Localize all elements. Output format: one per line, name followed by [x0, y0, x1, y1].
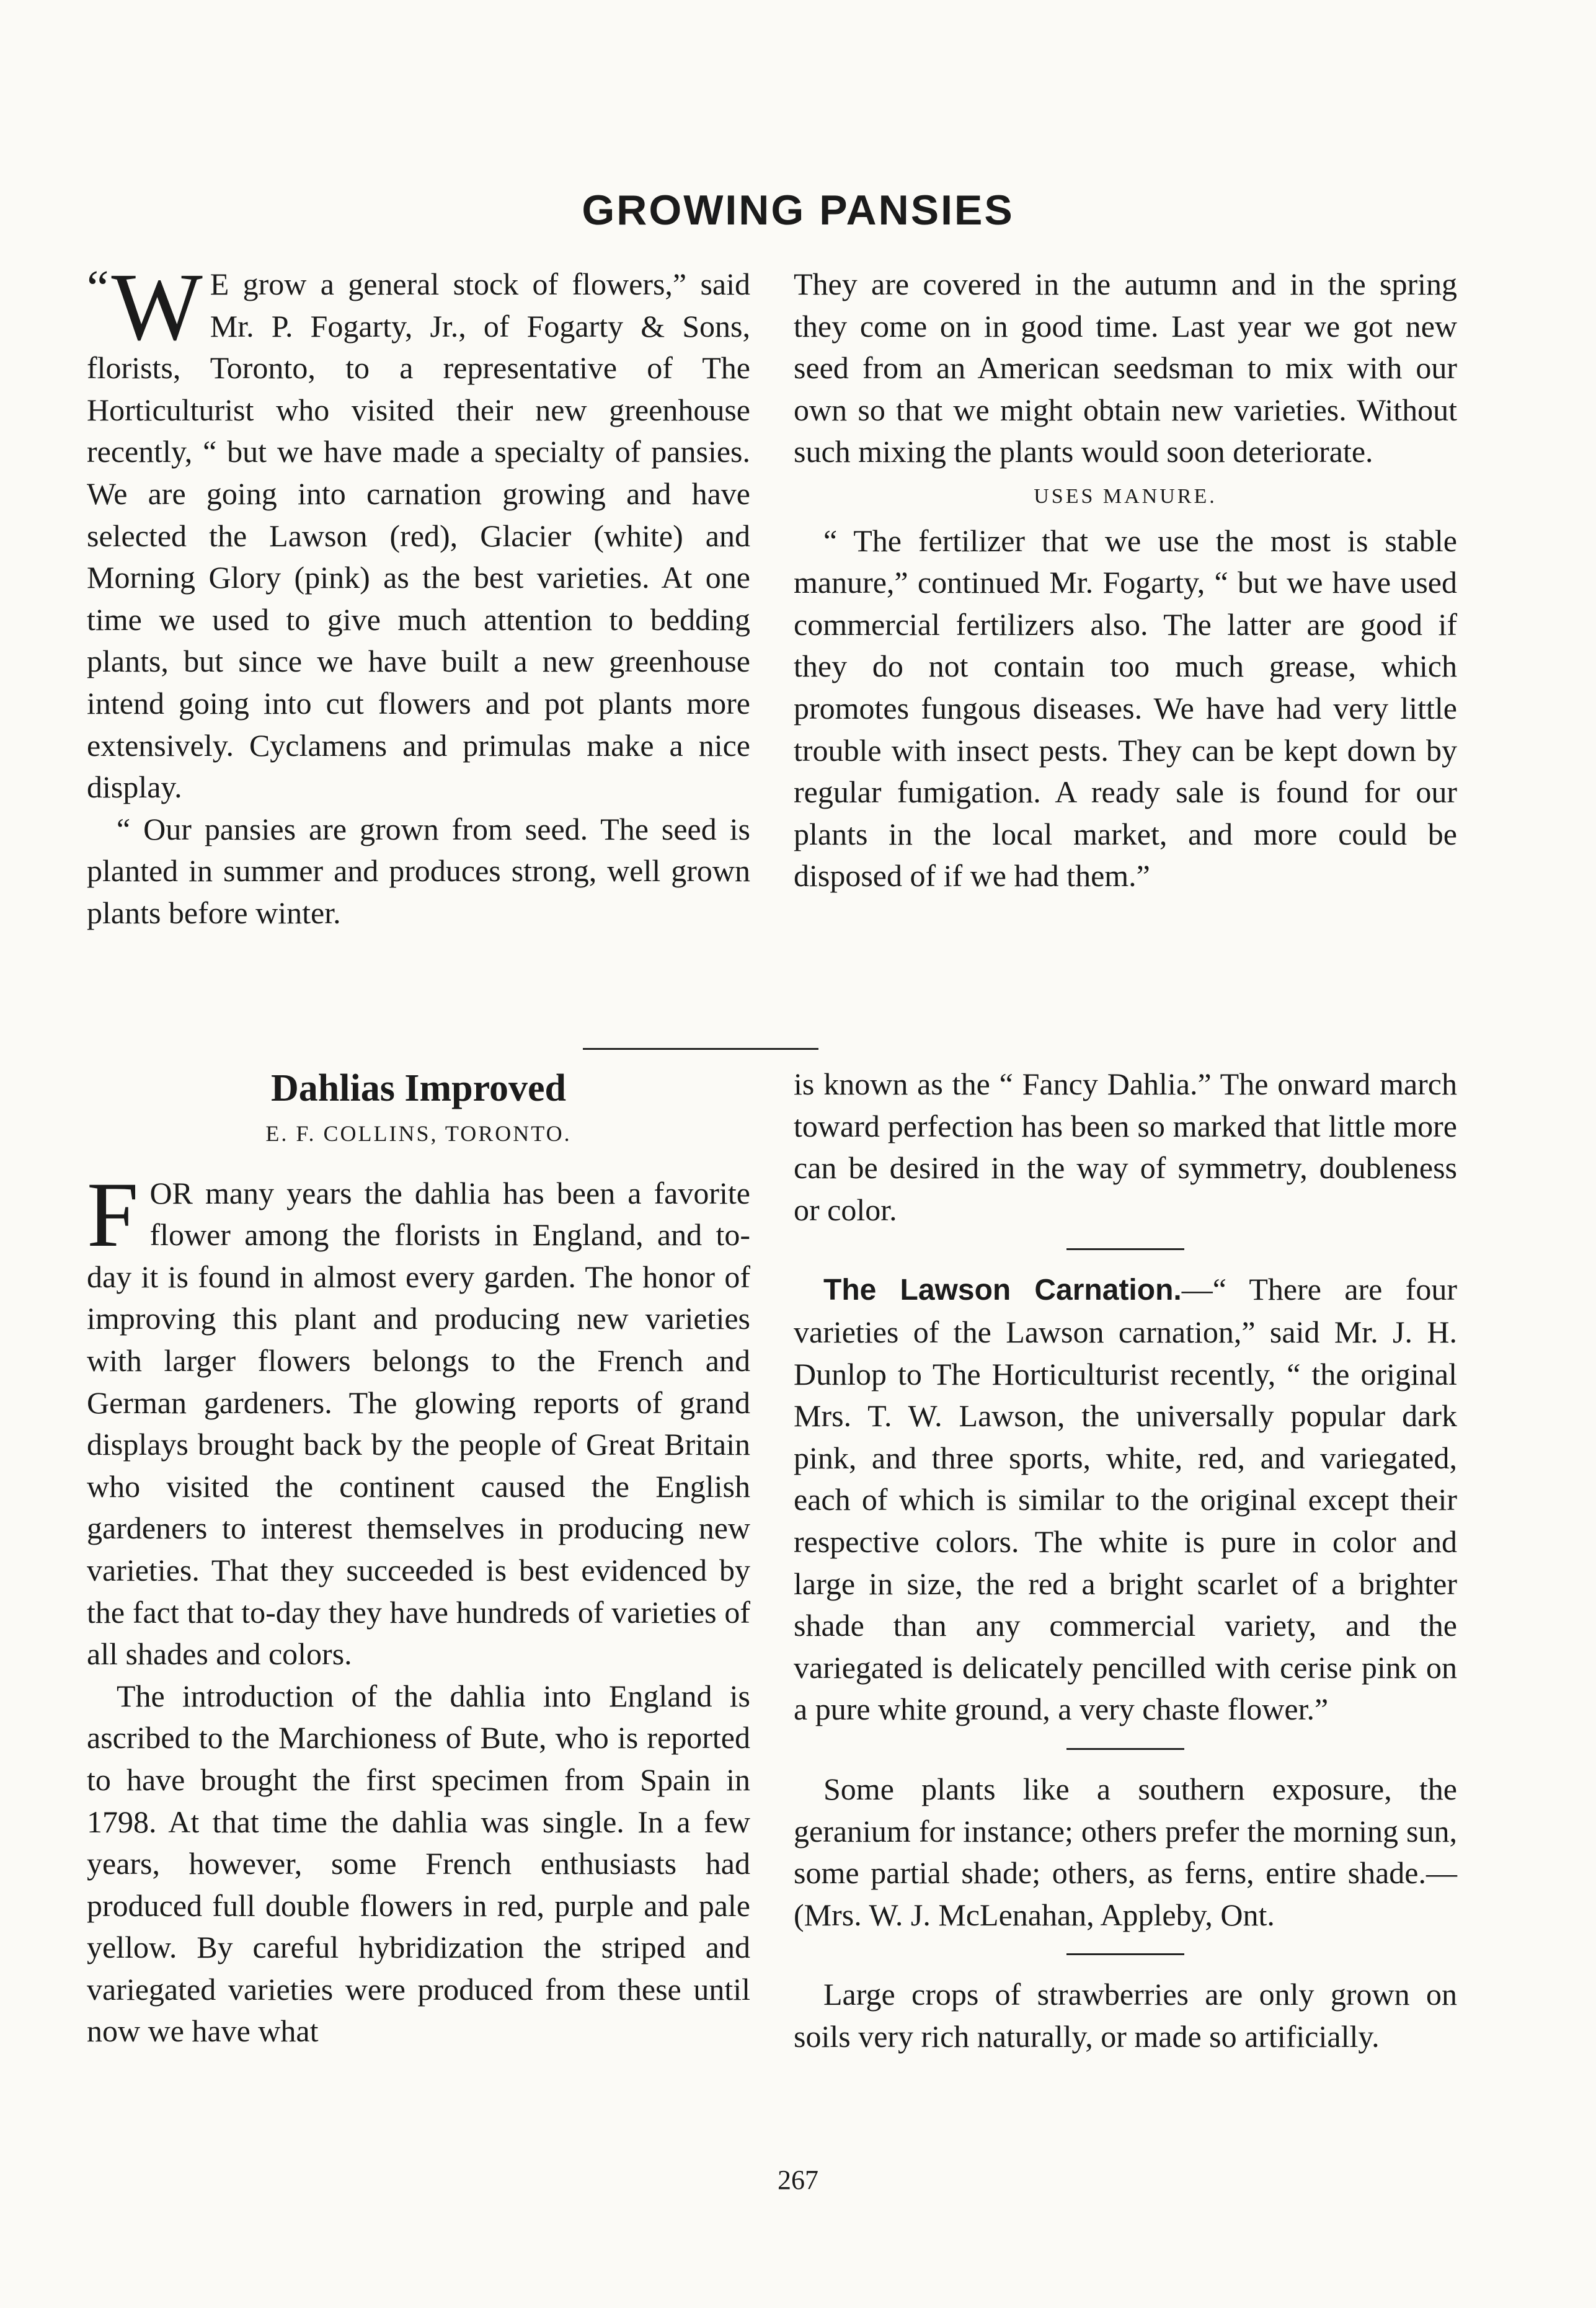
- dropcap-f: F: [87, 1163, 139, 1266]
- pansies-paragraph-1-text: E grow a general stock of flowers,” said Mr. P. Fogarty, Jr., of Fogarty & Sons, florists, Toronto, to a representative of The Horticulturist who visited their new greenhouse recently, “ but we have made a specialty of pansies. We are going into carnation growing and have selected the Lawson (red), Glacier (white) and Morning Glory (pink) as the best varieties. At one time we used to give much attention to bedding plants, but since we have built a new greenhouse intend going into cut flowers and pot plants more extensively. Cyclamens and primulas make a nice display.: [87, 267, 750, 805]
- pansies-paragraph-4: “ The fertilizer that we use the most is stable manure,” continued Mr. Fogarty, “ but we have used commercial fertilizers also. The latter are good if they do not contain too much grease, which promotes fungous diseases. We have had very little trouble with insect pests. They can be kept down by regular fumigation. A ready sale is found for our plants in the local market, and more could be disposed of if we had them.”: [794, 523, 1457, 894]
- page-number: 267: [778, 2165, 818, 2195]
- dahlias-paragraph-3: is known as the “ Fancy Dahlia.” The onward march toward perfection has been so marked that little more can be desired in the way of symmetry, doubleness or color.: [794, 1067, 1457, 1227]
- subhead-uses-manure: USES MANURE.: [1034, 484, 1217, 508]
- dahlias-right-column: [794, 1063, 1457, 2057]
- dahlias-left-column: [87, 1063, 750, 2053]
- article-title-growing-pansies: GROWING PANSIES: [582, 187, 1014, 234]
- pansies-paragraph-2: “ Our pansies are grown from seed. The seed is planted in summer and produces strong, well grown plants before winter.: [87, 811, 750, 930]
- divider-1: [1066, 1248, 1184, 1250]
- note-strawberries: Large crops of strawberries are only grown on soils very rich naturally, or made so artificially.: [794, 1977, 1457, 2054]
- byline: E. F. COLLINS, TORONTO.: [265, 1121, 572, 1146]
- pansies-right-column: [794, 264, 1457, 897]
- dahlias-paragraph-1: [87, 1163, 750, 1676]
- divider-3: [1066, 1953, 1184, 1955]
- dropcap-w: W: [111, 253, 203, 360]
- dahlias-paragraph-2: The introduction of the dahlia into England is ascribed to the Marchioness of Bute, who is reported to have brought the first specimen from Spain in 1798. At that time the dahlia was single. In a few years, however, some French enthusiasts had produced full double flowers in red, purple and pale yellow. By careful hybridization the striped and variegated varieties were produced from these until now we have what: [87, 1678, 750, 2049]
- section-divider: [583, 1048, 818, 1050]
- dahlias-paragraph-1-text: OR many years the dahlia has been a favorite flower among the florists in England, and to-day it is found in almost every garden. The honor of improving this plant and producing new varieties with larger flowers belongs to the French and German gardeners. The glowing reports of grand displays brought back by the people of Great Britain who visited the continent caused the English gardeners to interest themselves in producing new varieties. That they succeeded is best evidenced by the fact that to-day they have hundreds of varieties of all shades and colors.: [87, 1175, 750, 1672]
- runin-title-lawson-carnation: The Lawson Carnation.: [823, 1274, 1182, 1307]
- article-title-dahlias-improved: Dahlias Improved: [271, 1067, 566, 1109]
- note-plants-exposure: Some plants like a southern exposure, the geranium for instance; others prefer the morning sun, some partial shade; others, as ferns, entire shade.—(Mrs. W. J. McLenahan, Appleby, Ont.: [794, 1771, 1457, 1932]
- pansies-paragraph-3: They are covered in the autumn and in the spring they come on in good time. Last year we got new seed from an American seedsman to mix with our own so that we might obtain new varieties. Without such mixing the plants would soon deteriorate.: [794, 267, 1457, 469]
- lawson-carnation-text: —“ There are four varieties of the Lawson carnation,” said Mr. J. H. Dunlop to The Horticulturist recently, “ the original Mrs. T. W. Lawson, the universally popular dark pink, and three sports, white, red, and variegated, each of which is similar to the original except their respective colors. The white is pure in color and large in size, the red a bright scarlet of a brighter shade than any commercial variety, and the variegated is delicately pencilled with cerise pink on a pure white ground, a very chaste flower.”: [794, 1272, 1458, 1727]
- pansies-paragraph-1: [87, 253, 750, 809]
- divider-2: [1066, 1748, 1184, 1750]
- lawson-carnation-paragraph: [794, 1269, 1457, 1731]
- drop-open-quote: “: [87, 261, 109, 316]
- pansies-left-column: [87, 253, 750, 934]
